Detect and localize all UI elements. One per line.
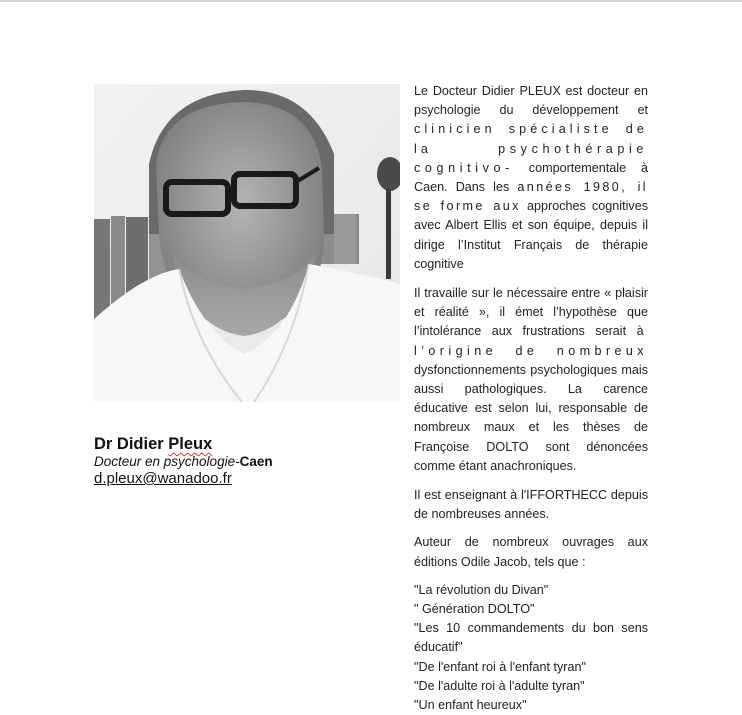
bio-text: Le Docteur Didier PLEUX est docteur en psychologie du développement et <box>414 84 648 118</box>
portrait-photo <box>94 84 400 402</box>
bio-paragraph-1 <box>414 82 648 274</box>
role-city: Caen <box>239 454 273 469</box>
book-item: "La révolution du Divan" <box>414 582 549 597</box>
bio-text: psychothérapie cognitivo- <box>414 141 648 175</box>
book-item: " Génération DOLTO" <box>414 602 535 617</box>
bio-paragraph-4: Auteur de nombreux ouvrages aux éditions Odile Jacob, tels que : <box>414 535 648 569</box>
bio-text: comportementale à Caen. Dans les <box>414 160 648 195</box>
bio-text: approches cognitives avec Albert Ellis et son équipe, depuis il dirige l’Institut Français de thérapie cognitive <box>414 199 649 271</box>
book-item: "Un enfant heureux" <box>414 698 527 713</box>
book-item: "De l'enfant roi à l'enfant tyran" <box>414 659 586 674</box>
bio-text: années 1980, il se forme aux <box>414 180 648 214</box>
bio-text: dysfonctionnements psychologiques mais aussi pathologiques. La carence éducative est selon lui, responsable de nombreux maux et les thèses de Françoise DOLTO sont dénoncées comme étant anachroniques. <box>414 362 648 473</box>
bio-text: Il travaille sur le nécessaire entre « plaisir et réalité », il émet l’hypothèse que l’intolérance aux frustrations serait <box>414 286 648 339</box>
book-item: "Les 10 commandements du bon sens éducatif" <box>414 621 648 655</box>
role-title: Docteur en psychologie- <box>94 454 240 469</box>
bio-text: clinicien spécialiste de la <box>414 122 648 156</box>
profile-caption <box>94 435 394 488</box>
book-list <box>414 581 648 715</box>
biography <box>414 82 648 715</box>
bio-paragraph-2 <box>414 284 648 476</box>
bio-text: à l’origine de nombreux <box>414 324 648 358</box>
book-item: "De l'adulte roi à l'adulte tyran" <box>414 678 585 693</box>
bio-paragraph-3: Il est enseignant à l'IFFORTHECC depuis de nombreuses années. <box>414 488 648 522</box>
profile-name <box>94 435 394 454</box>
portrait-image <box>94 84 400 402</box>
email-link[interactable]: d.pleux@wanadoo.fr <box>94 470 232 487</box>
profile-role <box>94 454 394 470</box>
top-divider <box>0 0 742 2</box>
name-first: Dr Didier <box>94 435 169 453</box>
name-last: Pleux <box>168 435 213 453</box>
